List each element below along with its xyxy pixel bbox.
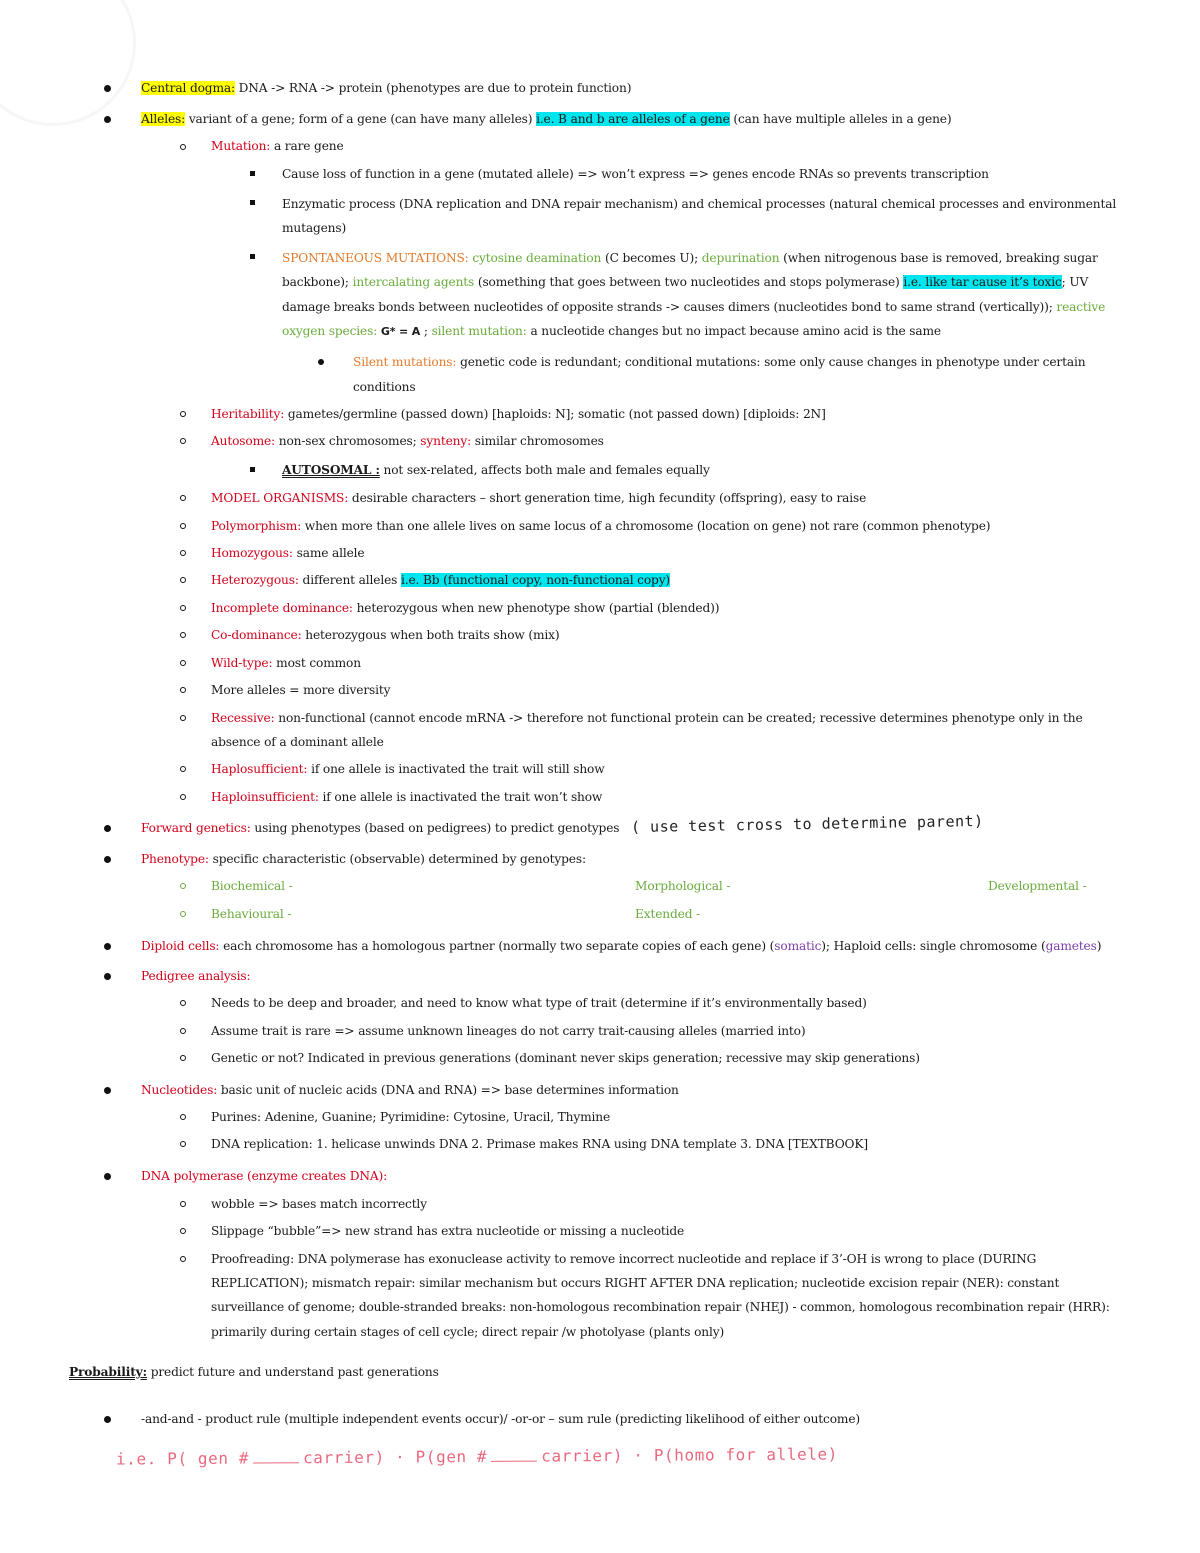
phenotype-developmental: Developmental - bbox=[988, 879, 1087, 893]
circle-bullet-icon bbox=[180, 144, 186, 150]
formula-part: carrier) · P(gen # bbox=[302, 1446, 488, 1468]
note-slippage: Slippage “bubble”=> new strand has extra nucleotide or missing a nucleotide bbox=[211, 1224, 685, 1238]
text: ; bbox=[420, 324, 432, 338]
decorative-arc bbox=[0, 0, 136, 126]
note-silent-mutations bbox=[353, 354, 1085, 370]
sub-term: reactive bbox=[1056, 300, 1106, 314]
term: Heterozygous: bbox=[211, 573, 299, 587]
note-wild-type bbox=[211, 655, 361, 671]
note-spontaneous bbox=[282, 250, 1098, 266]
sub-term: depurination bbox=[701, 251, 780, 265]
circle-bullet-icon bbox=[180, 550, 186, 556]
text: (when nitrogenous base is removed, breaking sugar bbox=[779, 251, 1098, 265]
circle-bullet-icon bbox=[180, 577, 186, 583]
definition: heterozygous when new phenotype show (partial (blended)) bbox=[352, 601, 720, 615]
definition-tail: (can have multiple alleles in a gene) bbox=[729, 112, 952, 126]
phenotype-behavioural: Behavioural - bbox=[211, 907, 292, 921]
definition: if one allele is inactivated the trait will still show bbox=[307, 762, 605, 776]
term: Alleles: bbox=[141, 112, 186, 126]
bullet-icon bbox=[104, 1173, 111, 1180]
bullet-icon bbox=[104, 825, 111, 832]
note-dna-polymerase: DNA polymerase (enzyme creates DNA): bbox=[141, 1169, 388, 1183]
formula-part: carrier) · P(homo for allele) bbox=[541, 1444, 839, 1466]
note-purines: Purines: Adenine, Guanine; Pyrimidine: Cytosine, Uracil, Thymine bbox=[211, 1110, 611, 1124]
formula: G* = A bbox=[380, 325, 421, 338]
definition: using phenotypes (based on pedigrees) to predict genotypes bbox=[250, 821, 620, 835]
note-diversity: More alleles = more diversity bbox=[211, 683, 391, 697]
circle-bullet-icon bbox=[180, 794, 186, 800]
circle-bullet-icon bbox=[180, 1141, 186, 1147]
note-alleles bbox=[141, 111, 951, 127]
note-polymorphism bbox=[211, 518, 990, 534]
note-pedigree-analysis: Pedigree analysis: bbox=[141, 969, 251, 983]
term: MODEL ORGANISMS: bbox=[211, 491, 349, 505]
term: Incomplete dominance: bbox=[211, 601, 353, 615]
term: Homozygous: bbox=[211, 546, 293, 560]
sub-term: somatic bbox=[774, 939, 822, 953]
circle-bullet-icon bbox=[180, 411, 186, 417]
term: synteny: bbox=[420, 434, 472, 448]
term: Probability: bbox=[69, 1365, 147, 1379]
note-homozygous bbox=[211, 545, 365, 561]
circle-bullet-icon bbox=[180, 523, 186, 529]
note-recessive-cont: absence of a dominant allele bbox=[211, 735, 384, 749]
note-pedigree-3: Genetic or not? Indicated in previous generations (dominant never skips generation; recessive may skip generations) bbox=[211, 1051, 920, 1065]
circle-bullet-icon bbox=[180, 438, 186, 444]
note-nucleotides bbox=[141, 1082, 679, 1098]
formula-part: i.e. P( gen # bbox=[115, 1448, 250, 1469]
term: Wild-type: bbox=[211, 656, 273, 670]
note-proofreading-1: Proofreading: DNA polymerase has exonuclease activity to remove incorrect nucleotide and replace if 3’-OH is wrong to place (DURING bbox=[211, 1252, 1037, 1266]
bullet-icon bbox=[104, 85, 111, 92]
note-spontaneous-3 bbox=[282, 299, 1105, 315]
note-enzymatic-cont: mutagens) bbox=[282, 221, 347, 235]
term: Autosome: bbox=[211, 434, 276, 448]
bullet-icon bbox=[104, 856, 111, 863]
circle-bullet-icon bbox=[180, 660, 186, 666]
note-autosomal bbox=[282, 462, 710, 478]
circle-bullet-icon bbox=[180, 1228, 186, 1234]
note-phenotype bbox=[141, 851, 586, 867]
bullet-icon bbox=[104, 943, 111, 950]
bullet-icon bbox=[104, 116, 111, 123]
highlight: i.e. like tar cause it’s toxic bbox=[903, 275, 1062, 289]
phenotype-extended: Extended - bbox=[635, 907, 701, 921]
phenotype-biochemical: Biochemical - bbox=[211, 879, 293, 893]
circle-bullet-icon bbox=[180, 1256, 186, 1262]
bullet-icon bbox=[104, 973, 111, 980]
bullet-icon bbox=[104, 1087, 111, 1094]
handwritten-note-test-cross: ( use test cross to determine parent) bbox=[630, 811, 984, 837]
phenotype-morphological: Morphological - bbox=[635, 879, 731, 893]
definition: specific characteristic (observable) determined by genotypes: bbox=[208, 852, 586, 866]
definition: non-sex chromosomes; bbox=[275, 434, 421, 448]
note-wobble: wobble => bases match incorrectly bbox=[211, 1197, 427, 1211]
square-bullet-icon bbox=[250, 200, 255, 205]
note-forward-genetics bbox=[141, 820, 619, 836]
highlight: i.e. Bb (functional copy, non-functional copy) bbox=[400, 573, 671, 587]
definition: desirable characters – short generation time, high fecundity (offspring), easy to raise bbox=[348, 491, 867, 505]
term: Central dogma: bbox=[141, 81, 235, 95]
note-heritability bbox=[211, 406, 826, 422]
circle-bullet-icon bbox=[180, 1028, 186, 1034]
note-heterozygous bbox=[211, 572, 670, 588]
note-autosome bbox=[211, 433, 604, 449]
square-bullet-icon bbox=[250, 171, 255, 176]
sub-term: gametes bbox=[1045, 939, 1097, 953]
note-co-dominance bbox=[211, 627, 560, 643]
blank-line bbox=[253, 1462, 299, 1463]
definition: when more than one allele lives on same locus of a chromosome (location on gene) not rare (common phenotype) bbox=[301, 519, 991, 533]
term: AUTOSOMAL : bbox=[282, 463, 380, 477]
sub-term: oxygen species: bbox=[282, 324, 381, 338]
circle-bullet-icon bbox=[180, 687, 186, 693]
definition: genetic code is redundant; conditional mutations: some only cause changes in phenotype under certain bbox=[456, 355, 1086, 369]
note-proofreading-3: surveillance of genome; double-stranded breaks: non-homologous recombination repair (NHEJ) - common, homologous recombination repair (HRR): bbox=[211, 1300, 1110, 1314]
text: damage breaks bonds between nucleotides of opposite strands -> causes dimers (nucleotides bond to same strand (vertically)); bbox=[282, 300, 1057, 314]
sub-term: cytosine deamination bbox=[472, 251, 602, 265]
text: ); Haploid cells: single chromosome ( bbox=[821, 939, 1046, 953]
note-silent-mutations-cont: conditions bbox=[353, 380, 416, 394]
term: Co-dominance: bbox=[211, 628, 302, 642]
note-mutation bbox=[211, 138, 344, 154]
term: Polymorphism: bbox=[211, 519, 302, 533]
term: Nucleotides: bbox=[141, 1083, 218, 1097]
circle-bullet-icon bbox=[180, 883, 186, 889]
definition: a rare gene bbox=[270, 139, 344, 153]
term: Recessive: bbox=[211, 711, 275, 725]
note-proofreading-4: primarily during certain stages of cell cycle; direct repair /w photolyase (plants only) bbox=[211, 1325, 725, 1339]
text: ) bbox=[1096, 939, 1102, 953]
note-central-dogma bbox=[141, 80, 631, 96]
circle-bullet-icon bbox=[180, 632, 186, 638]
circle-bullet-icon bbox=[180, 715, 186, 721]
sub-term: silent mutation: bbox=[431, 324, 527, 338]
definition: non-functional (cannot encode mRNA -> therefore not functional protein can be created; recessive determines phenotype only in the bbox=[274, 711, 1083, 725]
bullet-icon bbox=[104, 1416, 111, 1423]
note-pedigree-1: Needs to be deep and broader, and need to know what type of trait (determine if it’s environmentally based) bbox=[211, 996, 867, 1010]
blank-line bbox=[491, 1461, 537, 1462]
text: ; UV bbox=[1061, 275, 1089, 289]
definition: different alleles bbox=[298, 573, 401, 587]
term: Heritability: bbox=[211, 407, 285, 421]
note-recessive bbox=[211, 710, 1083, 726]
definition: not sex-related, affects both male and females equally bbox=[379, 463, 710, 477]
note-pedigree-2: Assume trait is rare => assume unknown lineages do not carry trait-causing alleles (married into) bbox=[211, 1024, 806, 1038]
circle-bullet-icon bbox=[180, 1114, 186, 1120]
note-product-sum-rule: -and-and - product rule (multiple independent events occur)/ -or-or – sum rule (predicting likelihood of either outcome) bbox=[141, 1412, 860, 1426]
bullet-icon bbox=[318, 359, 324, 365]
term: Diploid cells: bbox=[141, 939, 220, 953]
definition: DNA -> RNA -> protein (phenotypes are due to protein function) bbox=[234, 81, 632, 95]
term: Forward genetics: bbox=[141, 821, 251, 835]
definition: gametes/germline (passed down) [haploids: N]; somatic (not passed down) [diploids: 2N] bbox=[284, 407, 826, 421]
highlight: i.e. B and b are alleles of a gene bbox=[536, 112, 730, 126]
note-enzymatic: Enzymatic process (DNA replication and DNA repair mechanism) and chemical processes (natural chemical processes and environmental bbox=[282, 197, 1117, 211]
circle-bullet-icon bbox=[180, 1000, 186, 1006]
square-bullet-icon bbox=[250, 254, 255, 259]
definition: basic unit of nucleic acids (DNA and RNA) => base determines information bbox=[217, 1083, 679, 1097]
circle-bullet-icon bbox=[180, 766, 186, 772]
definition: variant of a gene; form of a gene (can have many alleles) bbox=[185, 112, 537, 126]
definition: heterozygous when both traits show (mix) bbox=[301, 628, 560, 642]
term: SPONTANEOUS MUTATIONS: bbox=[282, 251, 469, 265]
handwritten-probability-formula bbox=[116, 1446, 838, 1467]
circle-bullet-icon bbox=[180, 911, 186, 917]
text: backbone); bbox=[282, 275, 353, 289]
square-bullet-icon bbox=[250, 467, 255, 472]
text: (C becomes U); bbox=[601, 251, 702, 265]
term: Phenotype: bbox=[141, 852, 209, 866]
definition: if one allele is inactivated the trait won’t show bbox=[318, 790, 603, 804]
text: each chromosome has a homologous partner (normally two separate copies of each gene) ( bbox=[219, 939, 775, 953]
note-haplosufficient bbox=[211, 761, 604, 777]
term: Mutation: bbox=[211, 139, 271, 153]
circle-bullet-icon bbox=[180, 495, 186, 501]
definition: similar chromosomes bbox=[471, 434, 604, 448]
note-proofreading-2: REPLICATION); mismatch repair: similar mechanism but occurs RIGHT AFTER DNA replication; nucleotide excision repair (NER): constant bbox=[211, 1276, 1060, 1290]
circle-bullet-icon bbox=[180, 605, 186, 611]
definition: most common bbox=[272, 656, 361, 670]
note-diploid-cells bbox=[141, 938, 1101, 954]
note-incomplete-dominance bbox=[211, 600, 719, 616]
note-loss-of-function: Cause loss of function in a gene (mutated allele) => won’t express => genes encode RNAs so prevents transcription bbox=[282, 167, 989, 181]
note-spontaneous-4 bbox=[282, 323, 941, 340]
note-probability bbox=[69, 1364, 439, 1380]
text: a nucleotide changes but no impact because amino acid is the same bbox=[526, 324, 941, 338]
definition: predict future and understand past generations bbox=[146, 1365, 439, 1379]
term: Haploinsufficient: bbox=[211, 790, 319, 804]
term: Haplosufficient: bbox=[211, 762, 308, 776]
circle-bullet-icon bbox=[180, 1055, 186, 1061]
note-model-organisms bbox=[211, 490, 866, 506]
note-dna-replication: DNA replication: 1. helicase unwinds DNA 2. Primase makes RNA using DNA template 3. DNA [TEXTBOOK] bbox=[211, 1137, 868, 1151]
circle-bullet-icon bbox=[180, 1201, 186, 1207]
definition: same allele bbox=[292, 546, 365, 560]
note-haploinsufficient bbox=[211, 789, 602, 805]
term: Silent mutations: bbox=[353, 355, 457, 369]
sub-term: intercalating agents bbox=[352, 275, 475, 289]
note-spontaneous-2 bbox=[282, 274, 1088, 290]
text: (something that goes between two nucleotides and stops polymerase) bbox=[474, 275, 904, 289]
